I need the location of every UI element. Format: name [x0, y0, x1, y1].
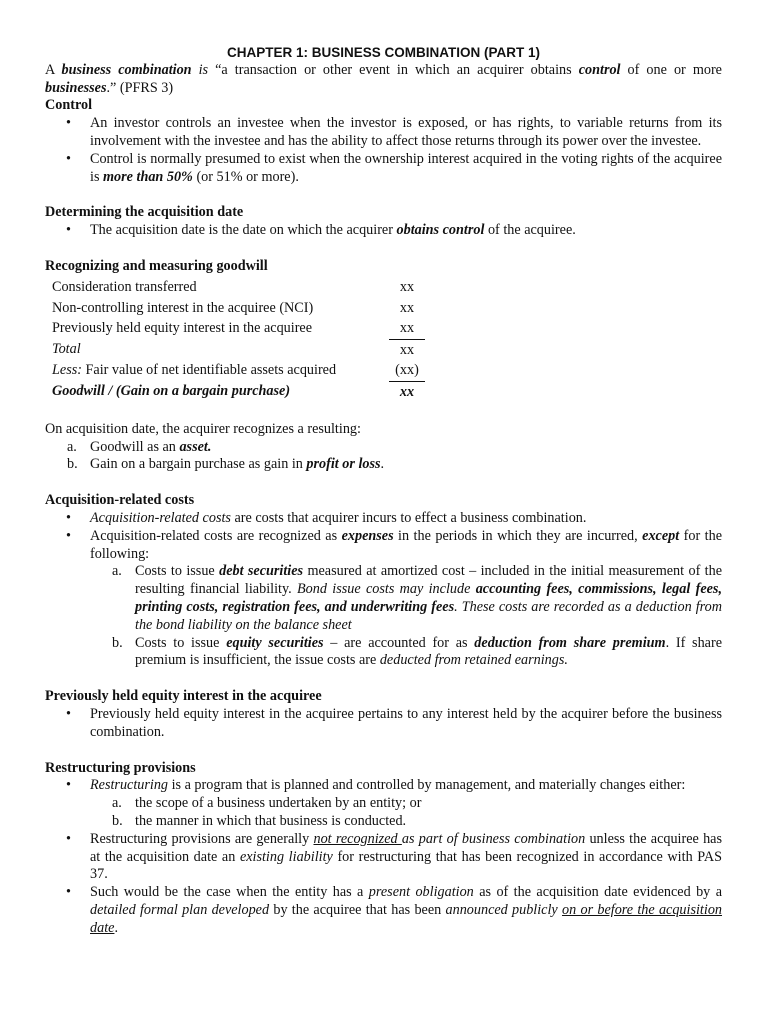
acquisition-costs-list — [45, 510, 722, 670]
list-item: b. the manner in which that business is conducted. — [112, 812, 407, 829]
table-row: Less: Fair value of net identifiable assets acquired (xx) — [52, 361, 425, 382]
table-row: Total xx — [52, 341, 415, 358]
acquisition-date-heading: Determining the acquisition date — [45, 204, 244, 221]
goodwill-table — [52, 278, 425, 403]
intro-paragraph: A business combination is “a transaction or other event in which an acquirer obtains control of one or more businesses.” (PFRS 3) — [45, 61, 722, 96]
list-item: • The acquisition date is the date on which the acquirer obtains control of the acquiree. — [45, 222, 722, 240]
list-item: a. Costs to issue debt securities measured at amortized cost – included in the initial measurement of the resulting financial liability. Bond issue costs may include accounting fees, commissions, legal fees, printing costs, registration fees, and underwriting fees. These costs are recorded as a deduction from the bond liability on the balance sheet — [112, 563, 723, 633]
goodwill-recognition-list — [45, 439, 722, 475]
table-row: Consideration transferred xx — [52, 279, 415, 296]
list-item: a. Goodwill as an asset. — [67, 438, 212, 455]
list-item: b. Costs to issue equity securities – are accounted for as deduction from share premium. If share premium is insufficient, the issue costs are deducted from retained earnings. — [112, 634, 722, 669]
list-item: • Acquisition-related costs are recognized as expenses in the periods in which they are incurred, except for the following: a. Costs to issue debt securities measured at amortized cost – included in the initial measurement of the resulting financial liability. Bond issue costs may include accounting fees, commissions, legal fees, printing costs, registration fees, and underwriting fees. These costs are recorded as a deduction from the bond liability on the balance sheet b. Costs to issue equity securities – are accounted for as deduction from share premium. If share premium is insufficient, the issue costs are deducted from retained earnings. — [45, 528, 722, 670]
chapter-title: CHAPTER 1: BUSINESS COMBINATION (PART 1) — [226, 45, 540, 60]
list-item: • Restructuring provisions are generally not recognized as part of business combination unless the acquiree has at the acquisition date an existing liability for restructuring that has been recognized in accordance with PAS 37. — [45, 831, 722, 884]
list-item: • Acquisition-related costs are costs that acquirer incurs to effect a business combination. — [45, 510, 722, 528]
control-list — [45, 115, 722, 186]
cost-exceptions-list — [90, 563, 722, 670]
document-page — [45, 44, 722, 937]
acquisition-costs-heading: Acquisition-related costs — [45, 492, 195, 509]
list-item: a. the scope of a business undertaken by an entity; or — [112, 795, 422, 812]
list-item: • Such would be the case when the entity has a present obligation as of the acquisition date evidenced by a detailed formal plan developed by the acquiree that has been announced publicly on or before the acquisition date. — [45, 884, 722, 937]
table-row: Goodwill / (Gain on a bargain purchase) xx — [52, 383, 415, 400]
list-item: b. Gain on a bargain purchase as gain in profit or loss. — [67, 456, 385, 473]
previously-held-list — [45, 706, 722, 742]
table-row: Previously held equity interest in the acquiree xx — [52, 319, 425, 340]
restructuring-list — [45, 777, 722, 937]
list-item: • Previously held equity interest in the acquiree pertains to any interest held by the acquirer before the business combination. — [45, 706, 722, 742]
restructuring-sub-list — [90, 795, 722, 831]
acquisition-date-list — [45, 222, 722, 240]
goodwill-heading: Recognizing and measuring goodwill — [45, 257, 268, 274]
list-item: • An investor controls an investee when the investor is exposed, or has rights, to variable returns from its involvement with the investee and has the ability to affect those returns through its power over the investee. — [45, 115, 722, 151]
goodwill-recognition-text: On acquisition date, the acquirer recognizes a resulting: — [45, 420, 361, 437]
list-item: • Restructuring is a program that is planned and controlled by management, and materially changes either: a. the scope of a business undertaken by an entity; or b. the manner in which that business is conducted. — [45, 777, 722, 830]
table-row: Non-controlling interest in the acquiree (NCI) xx — [52, 299, 415, 316]
restructuring-heading: Restructuring provisions — [45, 759, 196, 776]
control-heading: Control — [45, 97, 93, 114]
previously-held-heading: Previously held equity interest in the acquiree — [45, 688, 322, 705]
list-item: • Control is normally presumed to exist when the ownership interest acquired in the voting rights of the acquiree is more than 50% (or 51% or more). — [45, 151, 722, 187]
